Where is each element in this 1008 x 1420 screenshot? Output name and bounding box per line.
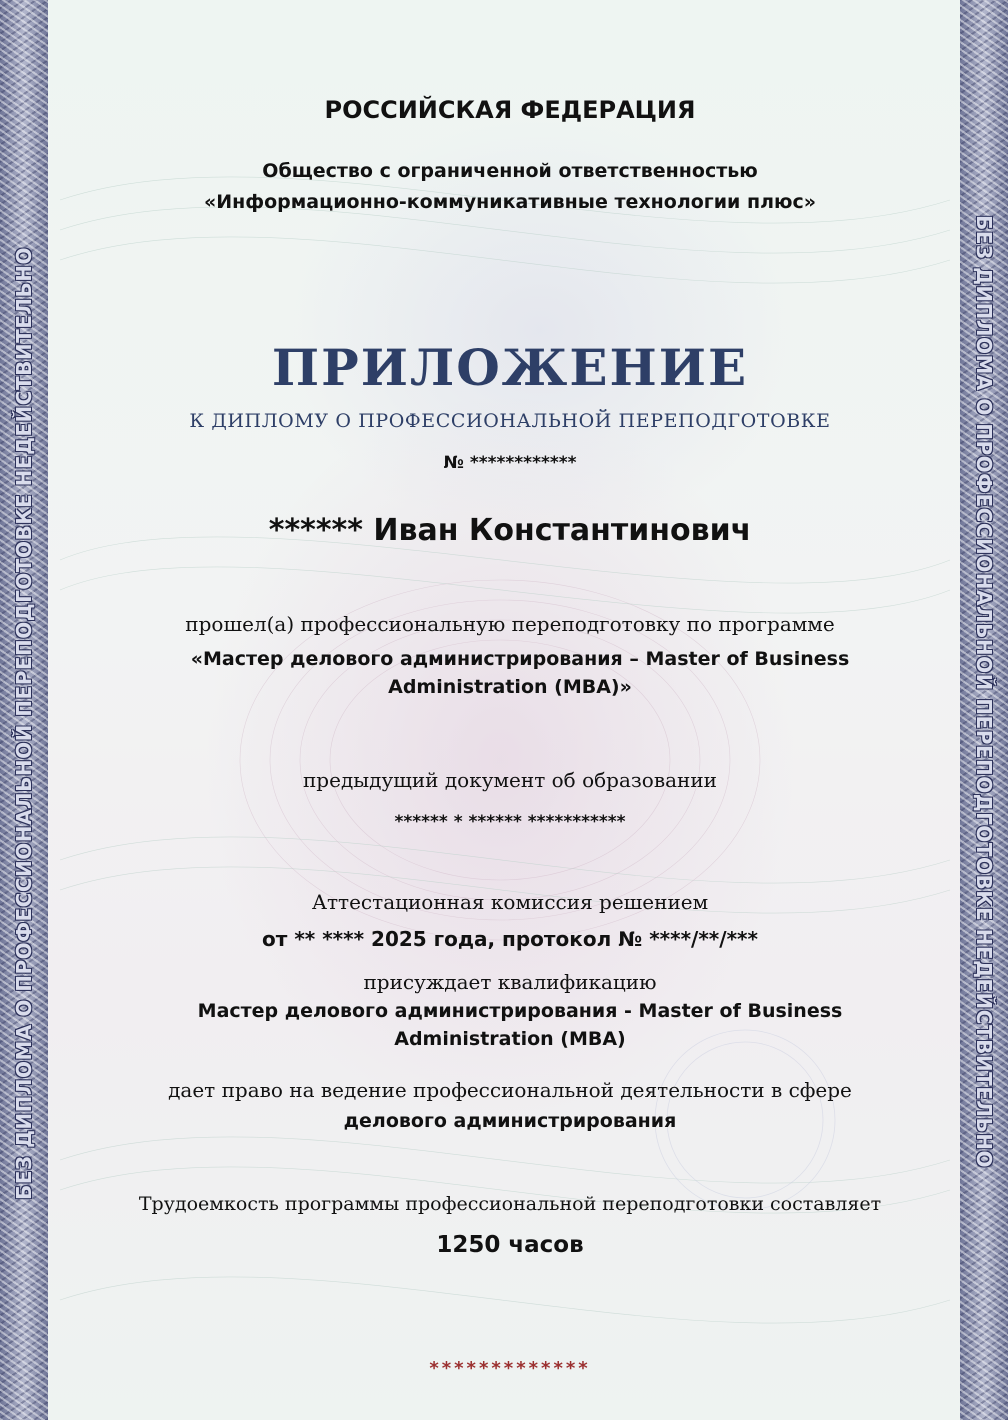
document-number: № ************ bbox=[443, 453, 577, 473]
organization-line-2: «Информационно-коммуникативные технологии плюс» bbox=[203, 191, 817, 213]
country-heading: РОССИЙСКАЯ ФЕДЕРАЦИЯ bbox=[324, 96, 696, 124]
left-border-text: БЕЗ ДИПЛОМА О ПРОФЕССИОНАЛЬНОЙ ПЕРЕПОДГОТОВКЕ НЕДЕЙСТВИТЕЛЬНО bbox=[12, 247, 36, 1200]
program-hours: 1250 часов bbox=[436, 1232, 584, 1258]
labor-intensity-text: Трудоемкость программы профессиональной переподготовки составляет bbox=[138, 1193, 882, 1215]
previous-document-value: ****** * ****** *********** bbox=[394, 812, 626, 832]
protocol-text: от ** **** 2025 года, протокол № ****/**/*** bbox=[262, 927, 758, 951]
awards-text: присуждает квалификацию bbox=[363, 970, 657, 994]
qualification-line-1: Мастер делового администрирования - Master of Business bbox=[197, 1000, 843, 1022]
footer-stars: ************* bbox=[429, 1358, 591, 1379]
document-title: ПРИЛОЖЕНИЕ bbox=[271, 338, 749, 397]
commission-text: Аттестационная комиссия решением bbox=[311, 890, 709, 914]
program-name-line-2: Administration (MBA)» bbox=[388, 676, 632, 698]
right-border-text: БЕЗ ДИПЛОМА О ПРОФЕССИОНАЛЬНОЙ ПЕРЕПОДГОТОВКЕ НЕДЕЙСТВИТЕЛЬНО bbox=[972, 215, 996, 1168]
activity-sphere: делового администрирования bbox=[343, 1110, 677, 1132]
previous-document-label: предыдущий документ об образовании bbox=[302, 768, 718, 792]
qualification-line-2: Administration (MBA) bbox=[394, 1028, 626, 1050]
organization-line-1: Общество с ограниченной ответственностью bbox=[262, 160, 758, 182]
document-subtitle: К ДИПЛОМУ О ПРОФЕССИОНАЛЬНОЙ ПЕРЕПОДГОТОВКЕ bbox=[189, 410, 831, 432]
program-name-line-1: «Мастер делового администрирования – Master of Business bbox=[190, 648, 850, 670]
passed-text: прошел(а) профессиональную переподготовку по программе bbox=[185, 612, 835, 636]
recipient-name: ****** Иван Константинович bbox=[268, 513, 752, 548]
right-text: дает право на ведение профессиональной деятельности в сфере bbox=[168, 1078, 852, 1102]
